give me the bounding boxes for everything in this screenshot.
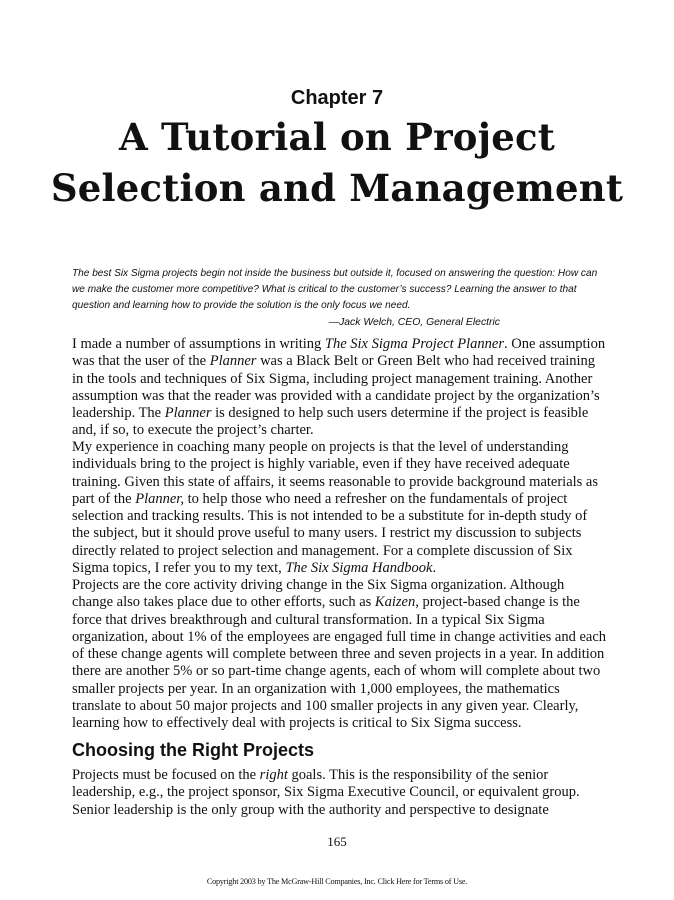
text-run: Projects must be focused on the xyxy=(72,767,260,783)
text-run: . One assumption was that the user of the xyxy=(72,336,606,370)
italic-term: Kaizen xyxy=(374,594,416,611)
chapter-number: Chapter 7 xyxy=(290,87,384,109)
terms-of-use-link[interactable]: Click Here for Terms of Use. xyxy=(377,877,468,886)
epigraph-attribution: —Jack Welch, CEO, General Electric xyxy=(328,317,500,328)
text-run: , project-based change is the force that drives breakthrough and cultural transformation. In a typical Six Sigma organization, about 1% of the employees are engaged full time in change activities and each of these change agents will complete between three and seven projects in a year. In addition there are another 5% or so part-time change agents, each of whom will complete about two smaller projects per year. In an organization with 1,000 employees, the mathematics translate to about 50 major projects and 100 smaller projects in any given year. Clearly, learning how to effectively deal with projects is critical to Six Sigma success. xyxy=(72,594,607,732)
chapter-title-line-1: A Tutorial on Project xyxy=(118,115,556,159)
chapter-title-line-2: Selection and Management xyxy=(50,166,624,210)
italic-term: Planner xyxy=(164,405,212,422)
text-run: goals. This is the responsibility of the senior leadership, e.g., the project sponsor, Six Sigma Executive Council, or equivalent group. Senior leadership is the only group with the authority and perspective to designate xyxy=(72,767,580,818)
text-run: I made a number of assumptions in writing xyxy=(72,336,325,352)
page-number: 165 xyxy=(327,834,347,849)
text-run: was a Black Belt or Green Belt who had received training in the tools and techniques of Six Sigma, including project management training. Another assumption was that the reader was provided with a candidate project by the organization’s leadership. The xyxy=(72,353,600,422)
chapter-title xyxy=(0,112,674,214)
text-run: My experience in coaching many people on projects is that the level of understanding individuals bring to the project is highly variable, even if they have received adequate training. Given this state of affairs, it seems reasonable to provide background materials as part of the xyxy=(72,439,599,507)
body-paragraph xyxy=(72,336,608,440)
text-run: is designed to help such users determine if the project is feasible and, if so, to execute the project’s charter. xyxy=(72,405,589,439)
text-run: to help those who need a refresher on the fundamentals of project selection and tracking results. This is not intended to be a substitute for in-depth study of the subject, but it should prove useful to many users. I restrict my discussion to subjects directly related to project selection and management. For a complete discussion of Six Sigma topics, I refer you to my text, xyxy=(72,490,588,577)
text-run: . xyxy=(432,560,437,577)
italic-term: Planner xyxy=(209,353,257,370)
body-paragraph xyxy=(72,577,608,733)
italic-book-title: The Six Sigma Project Planner xyxy=(324,336,504,352)
copyright-text: Copyright 2003 by The McGraw-Hill Companies, Inc. xyxy=(206,877,378,886)
epigraph-quote: The best Six Sigma projects begin not inside the business but outside it, focused on answering the question: How can we make the customer more competitive? What is critical to the customer’s success? Learning the answer to that question and learning how to provide the solution is the only focus we need. xyxy=(72,268,598,311)
italic-emphasis: right xyxy=(259,767,288,783)
italic-book-title: The Six Sigma Handbook xyxy=(285,560,433,577)
copyright-notice xyxy=(0,877,674,887)
body-paragraph xyxy=(72,767,608,819)
italic-term: Planner, xyxy=(135,490,184,507)
section-heading: Choosing the Right Projects xyxy=(72,740,315,760)
body-paragraph xyxy=(72,439,608,577)
text-run: Projects are the core activity driving change in the Six Sigma organization. Although change also takes place due to other efforts, such as xyxy=(72,577,565,611)
